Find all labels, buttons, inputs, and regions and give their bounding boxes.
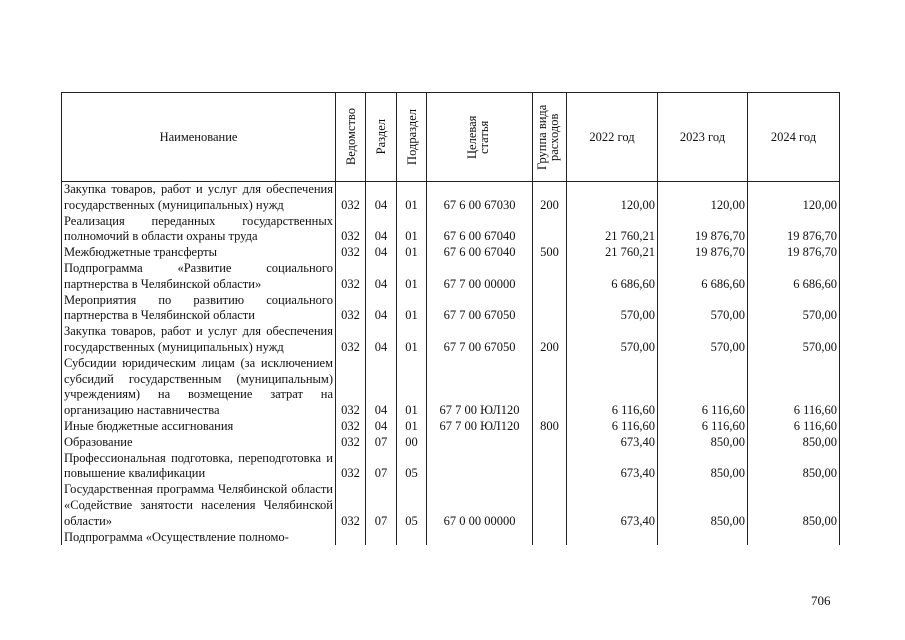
row-podrazdel: 01 (397, 261, 427, 293)
row-razdel: 04 (366, 214, 397, 246)
row-podrazdel: 01 (397, 293, 427, 325)
row-vedomstvo: 032 (336, 419, 366, 435)
row-name: Закупка товаров, работ и услуг для обеспечения государственных (муниципальных) нужд (62, 182, 336, 214)
row-vedomstvo (336, 530, 366, 546)
row-2022: 21 760,21 (567, 214, 658, 246)
row-razdel: 04 (366, 324, 397, 356)
row-target: 67 6 00 67040 (427, 245, 533, 261)
row-vedomstvo: 032 (336, 356, 366, 419)
row-podrazdel: 05 (397, 482, 427, 529)
row-razdel: 04 (366, 245, 397, 261)
table-row (62, 356, 840, 419)
header-target: Целевая статья (464, 115, 491, 159)
header-podrazdel: Подраздел (404, 109, 419, 165)
row-vedomstvo: 032 (336, 214, 366, 246)
row-target: 67 7 00 ЮЛ120 (427, 419, 533, 435)
row-2024: 850,00 (748, 451, 840, 483)
row-name: Субсидии юридическим лицам (за исключением субсидий государственным (муниципальным) учреждениям) на возмещение затрат на организацию наставничества (62, 356, 336, 419)
table-row (62, 530, 840, 546)
row-2024: 19 876,70 (748, 245, 840, 261)
row-razdel: 07 (366, 482, 397, 529)
row-2023: 850,00 (658, 482, 748, 529)
row-name: Мероприятия по развитию социального партнерства в Челябинской области (62, 293, 336, 325)
row-group: 500 (533, 245, 567, 261)
row-target: 67 6 00 67040 (427, 214, 533, 246)
row-name: Подпрограмма «Осуществление полномо- (62, 530, 336, 546)
row-razdel: 07 (366, 451, 397, 483)
row-group (533, 451, 567, 483)
row-2024: 570,00 (748, 324, 840, 356)
row-vedomstvo: 032 (336, 182, 366, 214)
table-row (62, 245, 840, 261)
row-name: Государственная программа Челябинской области «Содействие занятости населения Челябинской области» (62, 482, 336, 529)
header-2023: 2023 год (658, 93, 748, 182)
table-row (62, 435, 840, 451)
row-2024: 120,00 (748, 182, 840, 214)
row-2023: 19 876,70 (658, 214, 748, 246)
row-target: 67 6 00 67030 (427, 182, 533, 214)
row-vedomstvo: 032 (336, 435, 366, 451)
row-target (427, 451, 533, 483)
row-2024: 6 116,60 (748, 356, 840, 419)
row-podrazdel: 01 (397, 182, 427, 214)
row-podrazdel: 01 (397, 214, 427, 246)
table-body (62, 182, 840, 546)
row-2023: 19 876,70 (658, 245, 748, 261)
row-name: Подпрограмма «Развитие социального партнерства в Челябинской области» (62, 261, 336, 293)
row-podrazdel (397, 530, 427, 546)
row-2022: 673,40 (567, 435, 658, 451)
row-target: 67 7 00 ЮЛ120 (427, 356, 533, 419)
row-name: Профессиональная подготовка, переподготовка и повышение квалификации (62, 451, 336, 483)
budget-table (61, 92, 840, 545)
row-razdel: 04 (366, 419, 397, 435)
table-row (62, 324, 840, 356)
row-2023: 120,00 (658, 182, 748, 214)
row-vedomstvo: 032 (336, 261, 366, 293)
row-razdel: 07 (366, 435, 397, 451)
row-podrazdel: 01 (397, 324, 427, 356)
row-2022: 120,00 (567, 182, 658, 214)
row-razdel: 04 (366, 182, 397, 214)
row-podrazdel: 00 (397, 435, 427, 451)
row-name: Закупка товаров, работ и услуг для обеспечения государственных (муниципальных) нужд (62, 324, 336, 356)
row-razdel: 04 (366, 356, 397, 419)
row-2024: 19 876,70 (748, 214, 840, 246)
row-2023: 6 116,60 (658, 419, 748, 435)
row-2022: 673,40 (567, 482, 658, 529)
row-target: 67 7 00 67050 (427, 324, 533, 356)
row-2022: 6 686,60 (567, 261, 658, 293)
row-2022 (567, 530, 658, 546)
header-2022: 2022 год (567, 93, 658, 182)
row-2023: 850,00 (658, 451, 748, 483)
row-name: Образование (62, 435, 336, 451)
row-2022: 21 760,21 (567, 245, 658, 261)
row-2023: 850,00 (658, 435, 748, 451)
row-target (427, 530, 533, 546)
row-vedomstvo: 032 (336, 293, 366, 325)
row-vedomstvo: 032 (336, 324, 366, 356)
row-2024: 6 686,60 (748, 261, 840, 293)
header-group: Группа вида расходов (534, 104, 561, 170)
row-2022: 570,00 (567, 293, 658, 325)
row-podrazdel: 05 (397, 451, 427, 483)
row-razdel (366, 530, 397, 546)
row-target: 67 0 00 00000 (427, 482, 533, 529)
header-group-cell (533, 93, 567, 182)
row-group (533, 261, 567, 293)
header-vedomstvo-cell (336, 93, 366, 182)
row-target (427, 435, 533, 451)
row-group (533, 530, 567, 546)
table-header-row (62, 93, 840, 182)
row-2023: 6 116,60 (658, 356, 748, 419)
row-razdel: 04 (366, 261, 397, 293)
row-2022: 570,00 (567, 324, 658, 356)
row-podrazdel: 01 (397, 356, 427, 419)
table-row (62, 182, 840, 214)
row-razdel: 04 (366, 293, 397, 325)
row-podrazdel: 01 (397, 245, 427, 261)
row-2023: 6 686,60 (658, 261, 748, 293)
header-razdel: Раздел (374, 119, 388, 155)
row-target: 67 7 00 67050 (427, 293, 533, 325)
row-2024: 6 116,60 (748, 419, 840, 435)
row-group: 800 (533, 419, 567, 435)
row-2022: 6 116,60 (567, 356, 658, 419)
row-target: 67 7 00 00000 (427, 261, 533, 293)
row-2022: 673,40 (567, 451, 658, 483)
table-row (62, 451, 840, 483)
row-group (533, 482, 567, 529)
row-2023: 570,00 (658, 293, 748, 325)
row-vedomstvo: 032 (336, 482, 366, 529)
row-2023 (658, 530, 748, 546)
row-2023: 570,00 (658, 324, 748, 356)
table-row (62, 293, 840, 325)
row-name: Иные бюджетные ассигнования (62, 419, 336, 435)
row-2024 (748, 530, 840, 546)
row-group (533, 293, 567, 325)
row-group: 200 (533, 182, 567, 214)
header-podrazdel-cell (397, 93, 427, 182)
row-vedomstvo: 032 (336, 245, 366, 261)
row-2024: 850,00 (748, 435, 840, 451)
row-2024: 850,00 (748, 482, 840, 529)
table-row (62, 419, 840, 435)
table-row (62, 482, 840, 529)
row-group: 200 (533, 324, 567, 356)
header-target-cell (427, 93, 533, 182)
header-2024: 2024 год (748, 93, 840, 182)
table-row (62, 261, 840, 293)
header-name: Наименование (62, 93, 336, 182)
row-name: Межбюджетные трансферты (62, 245, 336, 261)
row-vedomstvo: 032 (336, 451, 366, 483)
row-group (533, 435, 567, 451)
row-group (533, 214, 567, 246)
row-podrazdel: 01 (397, 419, 427, 435)
header-vedomstvo: Ведомство (343, 108, 358, 166)
row-group (533, 356, 567, 419)
row-2024: 570,00 (748, 293, 840, 325)
table-row (62, 214, 840, 246)
row-2022: 6 116,60 (567, 419, 658, 435)
header-razdel-cell (366, 93, 397, 182)
page-number: 706 (811, 593, 831, 608)
row-name: Реализация переданных государственных полномочий в области охраны труда (62, 214, 336, 246)
